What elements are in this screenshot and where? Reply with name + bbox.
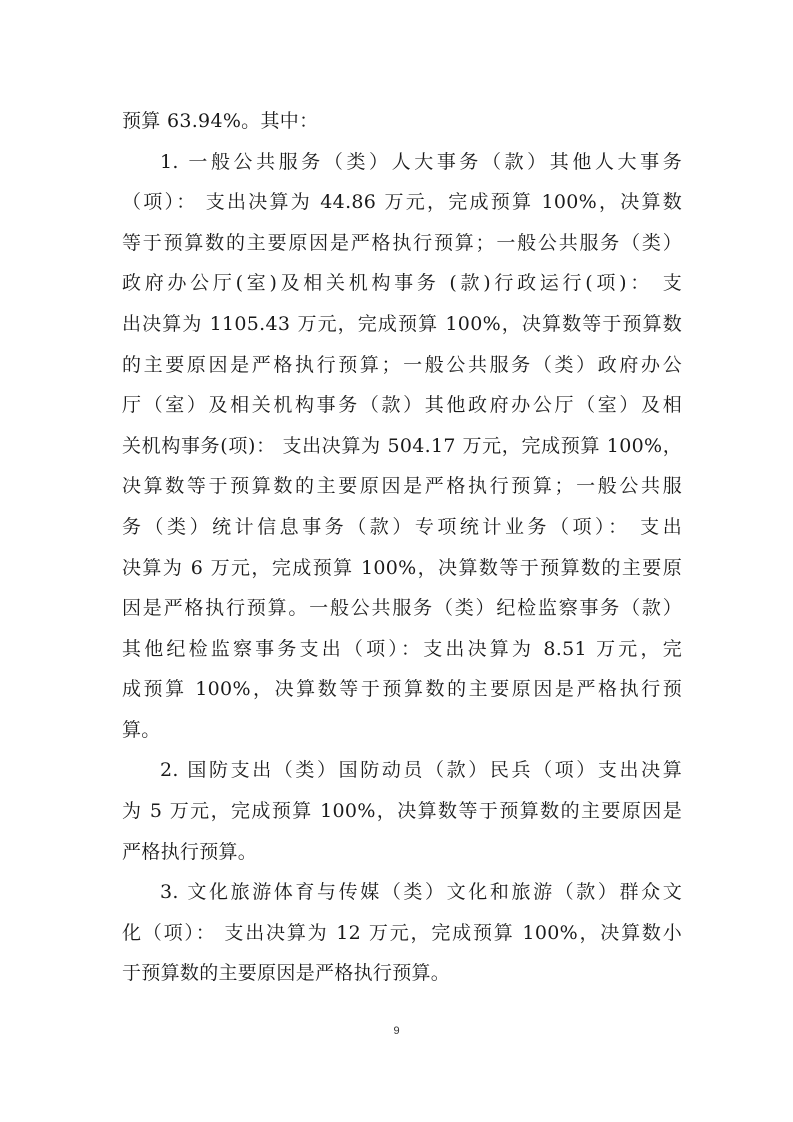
text-line: （项）： 支出决算为 44.86 万元，完成预算 100%，决算数 <box>122 191 682 213</box>
text-line: 算。 <box>122 719 161 741</box>
text-line: 预算 63.94%。其中： <box>122 110 319 132</box>
text-line: 3. 文化旅游体育与传媒（类）文化和旅游（款）群众文 <box>160 881 682 903</box>
text-line: 的主要原因是严格执行预算；一般公共服务（类）政府办公 <box>122 354 682 376</box>
text-line: 其他纪检监察事务支出（项）：支出决算为 8.51 万元，完 <box>122 638 682 660</box>
text-line: 等于预算数的主要原因是严格执行预算；一般公共服务（类） <box>122 232 682 254</box>
text-line: 因是严格执行预算。一般公共服务（类）纪检监察事务（款） <box>122 597 682 619</box>
page-number: 9 <box>393 1025 400 1037</box>
text-line: 于预算数的主要原因是严格执行预算。 <box>122 962 451 984</box>
text-line: 决算为 6 万元，完成预算 100%，决算数等于预算数的主要原 <box>122 557 682 579</box>
text-line: 政府办公厅(室)及相关机构事务 (款)行政运行(项)： 支 <box>122 272 682 294</box>
text-line: 决算数等于预算数的主要原因是严格执行预算；一般公共服 <box>122 475 682 497</box>
text-line: 严格执行预算。 <box>122 841 258 863</box>
text-line: 出决算为 1105.43 万元，完成预算 100%，决算数等于预算数 <box>122 313 682 335</box>
text-line: 成预算 100%，决算数等于预算数的主要原因是严格执行预 <box>122 678 682 700</box>
text-line: 关机构事务(项)： 支出决算为 504.17 万元，完成预算 100%， <box>122 435 682 457</box>
text-line: 1. 一般公共服务（类）人大事务（款）其他人大事务 <box>160 151 682 173</box>
text-line: 化（项）： 支出决算为 12 万元，完成预算 100%，决算数小 <box>122 922 682 944</box>
text-line: 2. 国防支出（类）国防动员（款）民兵（项）支出决算 <box>160 759 682 781</box>
text-line: 为 5 万元，完成预算 100%，决算数等于预算数的主要原因是 <box>122 800 682 822</box>
text-line: 厅（室）及相关机构事务（款）其他政府办公厅（室）及相 <box>122 394 682 416</box>
text-line: 务（类）统计信息事务（款）专项统计业务（项）： 支出 <box>122 516 682 538</box>
